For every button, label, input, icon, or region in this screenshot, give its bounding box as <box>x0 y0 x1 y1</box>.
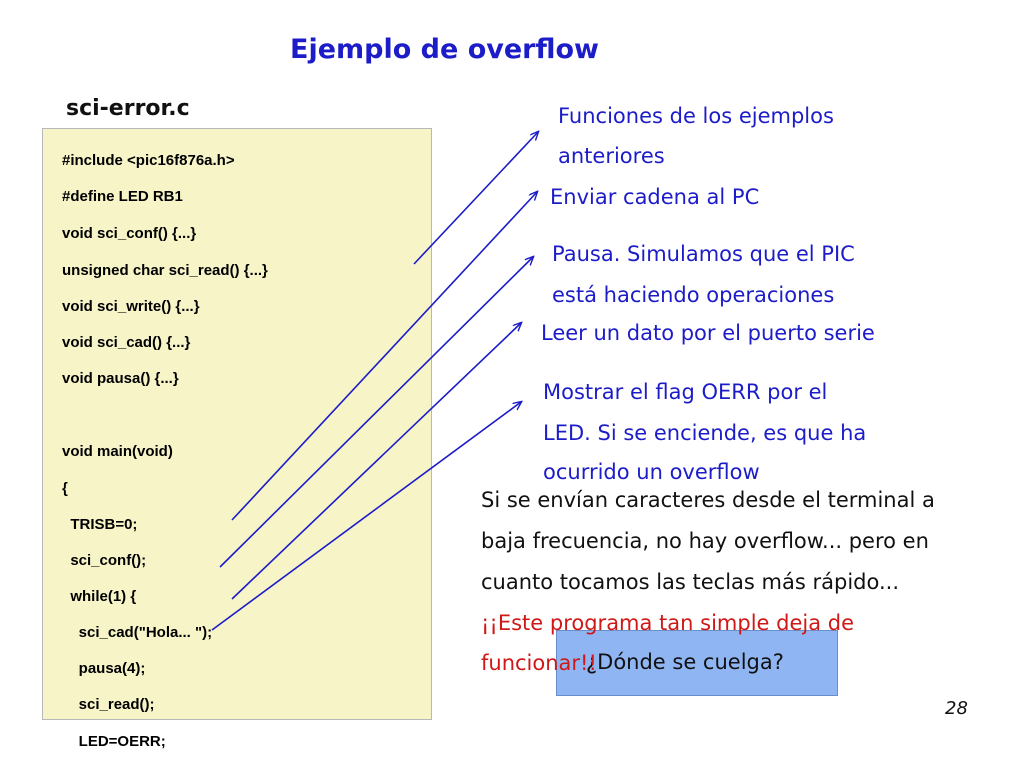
note-pause-line2: está haciendo operaciones <box>552 283 835 307</box>
code-line-pausa-call: pausa(4); <box>62 660 146 677</box>
note-led-line3: ocurrido un overflow <box>543 460 760 484</box>
arrow-to-send-string-note <box>232 192 537 520</box>
code-line-pausa-decl: void pausa() {...} <box>62 370 179 387</box>
explanation-red-line1: ¡¡Este programa tan simple deja de <box>481 611 855 635</box>
note-led-line1: Mostrar el flag OERR por el <box>543 380 828 404</box>
code-line-while: while(1) { <box>62 588 137 605</box>
code-line-open-brace: { <box>62 480 68 497</box>
code-line-sci-read-decl: unsigned char sci_read() {...} <box>62 262 268 279</box>
code-line-sci-read-call: sci_read(); <box>62 696 155 713</box>
note-send-string: Enviar cadena al PC <box>550 185 760 209</box>
slide-title: Ejemplo de overflow <box>290 34 599 65</box>
question-callout-text: ¿Dónde se cuelga? <box>586 650 784 674</box>
code-line-led-oerr: LED=OERR; <box>62 733 166 750</box>
note-functions-line2: anteriores <box>558 144 665 168</box>
page-number: 28 <box>945 698 968 719</box>
arrow-to-led-note <box>212 402 521 630</box>
explanation-line1: Si se envían caracteres desde el terminal a <box>481 488 935 512</box>
explanation-line3: cuanto tocamos las teclas más rápido... <box>481 570 899 594</box>
note-read-data: Leer un dato por el puerto serie <box>541 321 875 345</box>
arrow-to-functions-note <box>414 132 538 264</box>
code-filename: sci-error.c <box>66 96 190 121</box>
arrow-to-pause-note <box>220 257 533 567</box>
code-line-sci-cad-call: sci_cad("Hola... "); <box>62 624 213 641</box>
code-line-include: #include <pic16f876a.h> <box>62 152 235 169</box>
note-functions-line1: Funciones de los ejemplos <box>558 104 834 128</box>
note-pause-line1: Pausa. Simulamos que el PIC <box>552 242 855 266</box>
note-led-line2: LED. Si se enciende, es que ha <box>543 421 867 445</box>
code-line-define: #define LED RB1 <box>62 188 183 205</box>
code-line-trisb: TRISB=0; <box>62 516 138 533</box>
explanation-line2: baja frecuencia, no hay overflow... pero en <box>481 529 929 553</box>
code-line-sci-cad-decl: void sci_cad() {...} <box>62 334 191 351</box>
code-line-main: void main(void) <box>62 443 173 460</box>
code-line-sci-conf-call: sci_conf(); <box>62 552 147 569</box>
explanation-red-line2: funcionar!! <box>481 651 597 675</box>
code-line-sci-write-decl: void sci_write() {...} <box>62 298 200 315</box>
code-line-sci-conf-decl: void sci_conf() {...} <box>62 225 197 242</box>
